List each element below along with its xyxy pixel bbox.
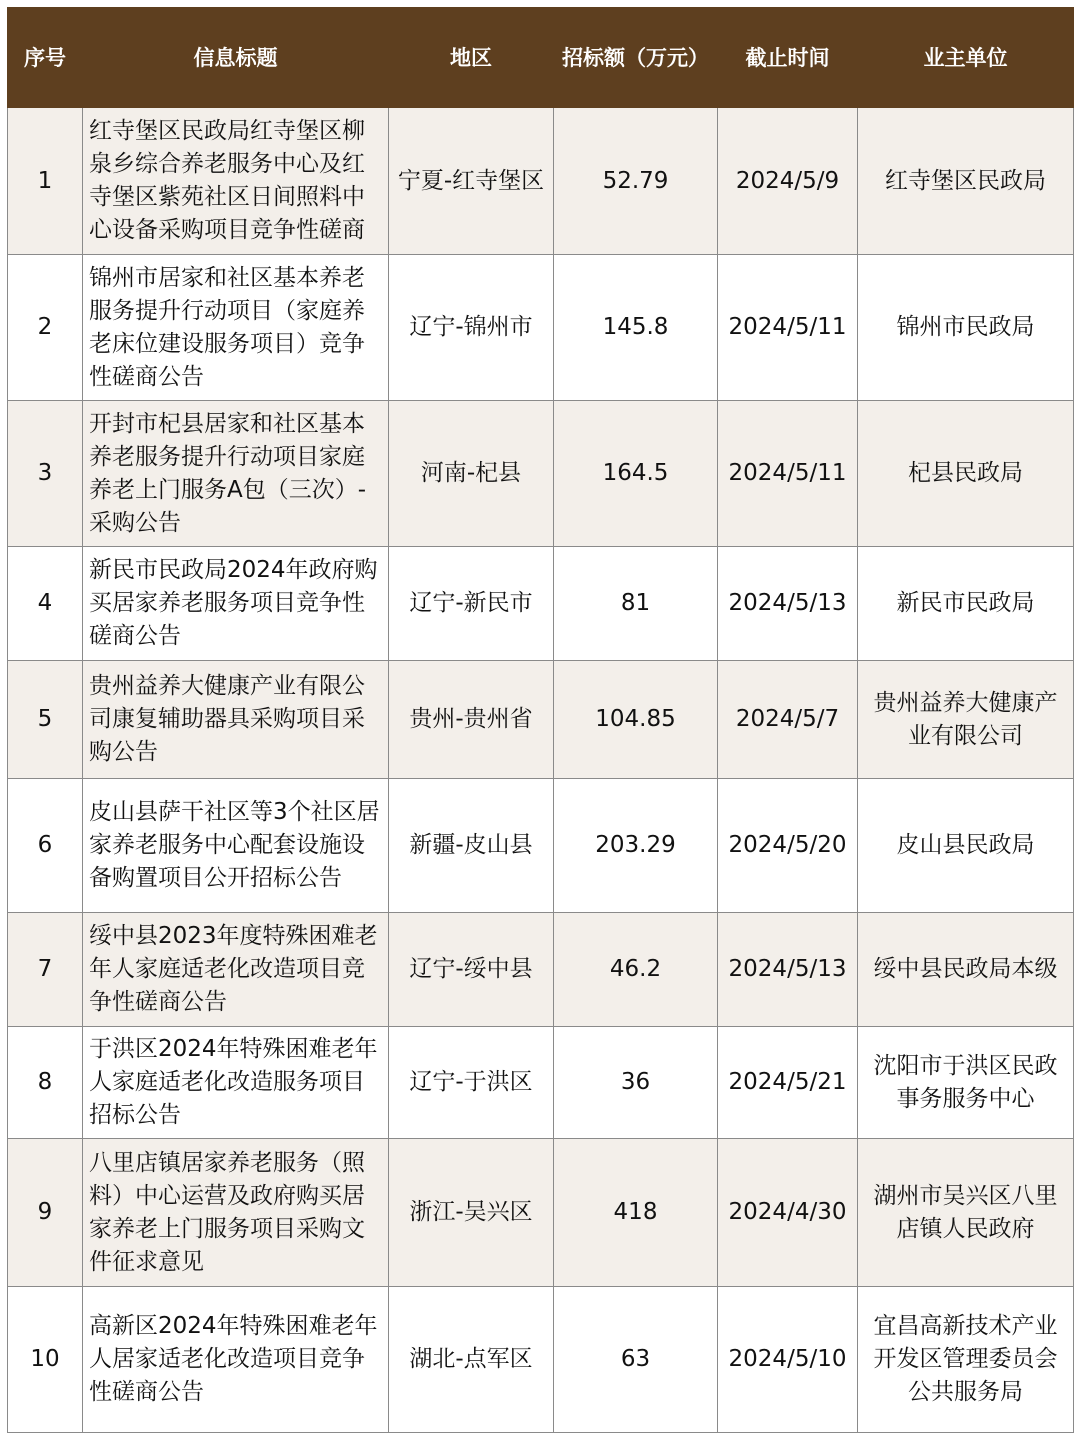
- cell-deadline: 2024/4/30: [718, 1139, 858, 1287]
- cell-region: 河南-杞县: [389, 401, 554, 547]
- cell-owner: 贵州益养大健康产业有限公司: [858, 661, 1074, 779]
- cell-deadline: 2024/5/11: [718, 401, 858, 547]
- table-row: [8, 913, 1074, 1027]
- cell-deadline: 2024/5/20: [718, 779, 858, 913]
- table-row: [8, 1027, 1074, 1139]
- table-row: [8, 1287, 1074, 1433]
- table-container: [7, 7, 1073, 1433]
- cell-region: 湖北-点军区: [389, 1287, 554, 1433]
- cell-title: 锦州市居家和社区基本养老服务提升行动项目（家庭养老床位建设服务项目）竞争性磋商公告: [83, 255, 389, 401]
- cell-amount: 418: [554, 1139, 718, 1287]
- cell-no: 7: [8, 913, 83, 1027]
- cell-title: 绥中县2023年度特殊困难老年人家庭适老化改造项目竞争性磋商公告: [83, 913, 389, 1027]
- cell-title: 贵州益养大健康产业有限公司康复辅助器具采购项目采购公告: [83, 661, 389, 779]
- cell-title: 高新区2024年特殊困难老年人居家适老化改造项目竞争性磋商公告: [83, 1287, 389, 1433]
- cell-region: 新疆-皮山县: [389, 779, 554, 913]
- cell-owner: 湖州市吴兴区八里店镇人民政府: [858, 1139, 1074, 1287]
- cell-deadline: 2024/5/7: [718, 661, 858, 779]
- table-header: [8, 8, 1074, 108]
- cell-no: 2: [8, 255, 83, 401]
- cell-title: 皮山县萨干社区等3个社区居家养老服务中心配套设施设备购置项目公开招标公告: [83, 779, 389, 913]
- header-row: [8, 8, 1074, 108]
- header-title: 信息标题: [83, 8, 389, 108]
- cell-region: 辽宁-绥中县: [389, 913, 554, 1027]
- cell-no: 3: [8, 401, 83, 547]
- cell-title: 新民市民政局2024年政府购买居家养老服务项目竞争性磋商公告: [83, 547, 389, 661]
- cell-region: 辽宁-于洪区: [389, 1027, 554, 1139]
- header-amount: 招标额（万元）: [554, 8, 718, 108]
- table-row: [8, 255, 1074, 401]
- cell-title: 八里店镇居家养老服务（照料）中心运营及政府购买居家养老上门服务项目采购文件征求意见: [83, 1139, 389, 1287]
- cell-owner: 皮山县民政局: [858, 779, 1074, 913]
- table-row: [8, 547, 1074, 661]
- cell-region: 辽宁-新民市: [389, 547, 554, 661]
- cell-no: 10: [8, 1287, 83, 1433]
- cell-owner: 宜昌高新技术产业开发区管理委员会公共服务局: [858, 1287, 1074, 1433]
- table-body: [8, 108, 1074, 1433]
- tender-table: [7, 7, 1074, 1433]
- cell-region: 浙江-吴兴区: [389, 1139, 554, 1287]
- table-row: [8, 779, 1074, 913]
- table-row: [8, 401, 1074, 547]
- table-row: [8, 661, 1074, 779]
- cell-no: 1: [8, 108, 83, 255]
- cell-deadline: 2024/5/13: [718, 913, 858, 1027]
- cell-amount: 164.5: [554, 401, 718, 547]
- cell-amount: 203.29: [554, 779, 718, 913]
- cell-owner: 新民市民政局: [858, 547, 1074, 661]
- cell-no: 9: [8, 1139, 83, 1287]
- cell-no: 4: [8, 547, 83, 661]
- cell-no: 5: [8, 661, 83, 779]
- cell-owner: 红寺堡区民政局: [858, 108, 1074, 255]
- cell-deadline: 2024/5/9: [718, 108, 858, 255]
- cell-amount: 104.85: [554, 661, 718, 779]
- cell-amount: 81: [554, 547, 718, 661]
- cell-amount: 52.79: [554, 108, 718, 255]
- header-no: 序号: [8, 8, 83, 108]
- cell-amount: 46.2: [554, 913, 718, 1027]
- header-region: 地区: [389, 8, 554, 108]
- cell-title: 红寺堡区民政局红寺堡区柳泉乡综合养老服务中心及红寺堡区紫苑社区日间照料中心设备采购项目竞争性磋商: [83, 108, 389, 255]
- header-owner: 业主单位: [858, 8, 1074, 108]
- header-deadline: 截止时间: [718, 8, 858, 108]
- cell-deadline: 2024/5/10: [718, 1287, 858, 1433]
- cell-no: 8: [8, 1027, 83, 1139]
- cell-region: 辽宁-锦州市: [389, 255, 554, 401]
- cell-owner: 锦州市民政局: [858, 255, 1074, 401]
- cell-amount: 145.8: [554, 255, 718, 401]
- cell-region: 宁夏-红寺堡区: [389, 108, 554, 255]
- cell-amount: 36: [554, 1027, 718, 1139]
- cell-deadline: 2024/5/21: [718, 1027, 858, 1139]
- cell-title: 开封市杞县居家和社区基本养老服务提升行动项目家庭养老上门服务A包（三次）-采购公告: [83, 401, 389, 547]
- cell-no: 6: [8, 779, 83, 913]
- cell-deadline: 2024/5/11: [718, 255, 858, 401]
- cell-region: 贵州-贵州省: [389, 661, 554, 779]
- table-row: [8, 1139, 1074, 1287]
- table-row: [8, 108, 1074, 255]
- cell-owner: 杞县民政局: [858, 401, 1074, 547]
- cell-owner: 绥中县民政局本级: [858, 913, 1074, 1027]
- cell-deadline: 2024/5/13: [718, 547, 858, 661]
- cell-title: 于洪区2024年特殊困难老年人家庭适老化改造服务项目招标公告: [83, 1027, 389, 1139]
- cell-owner: 沈阳市于洪区民政事务服务中心: [858, 1027, 1074, 1139]
- cell-amount: 63: [554, 1287, 718, 1433]
